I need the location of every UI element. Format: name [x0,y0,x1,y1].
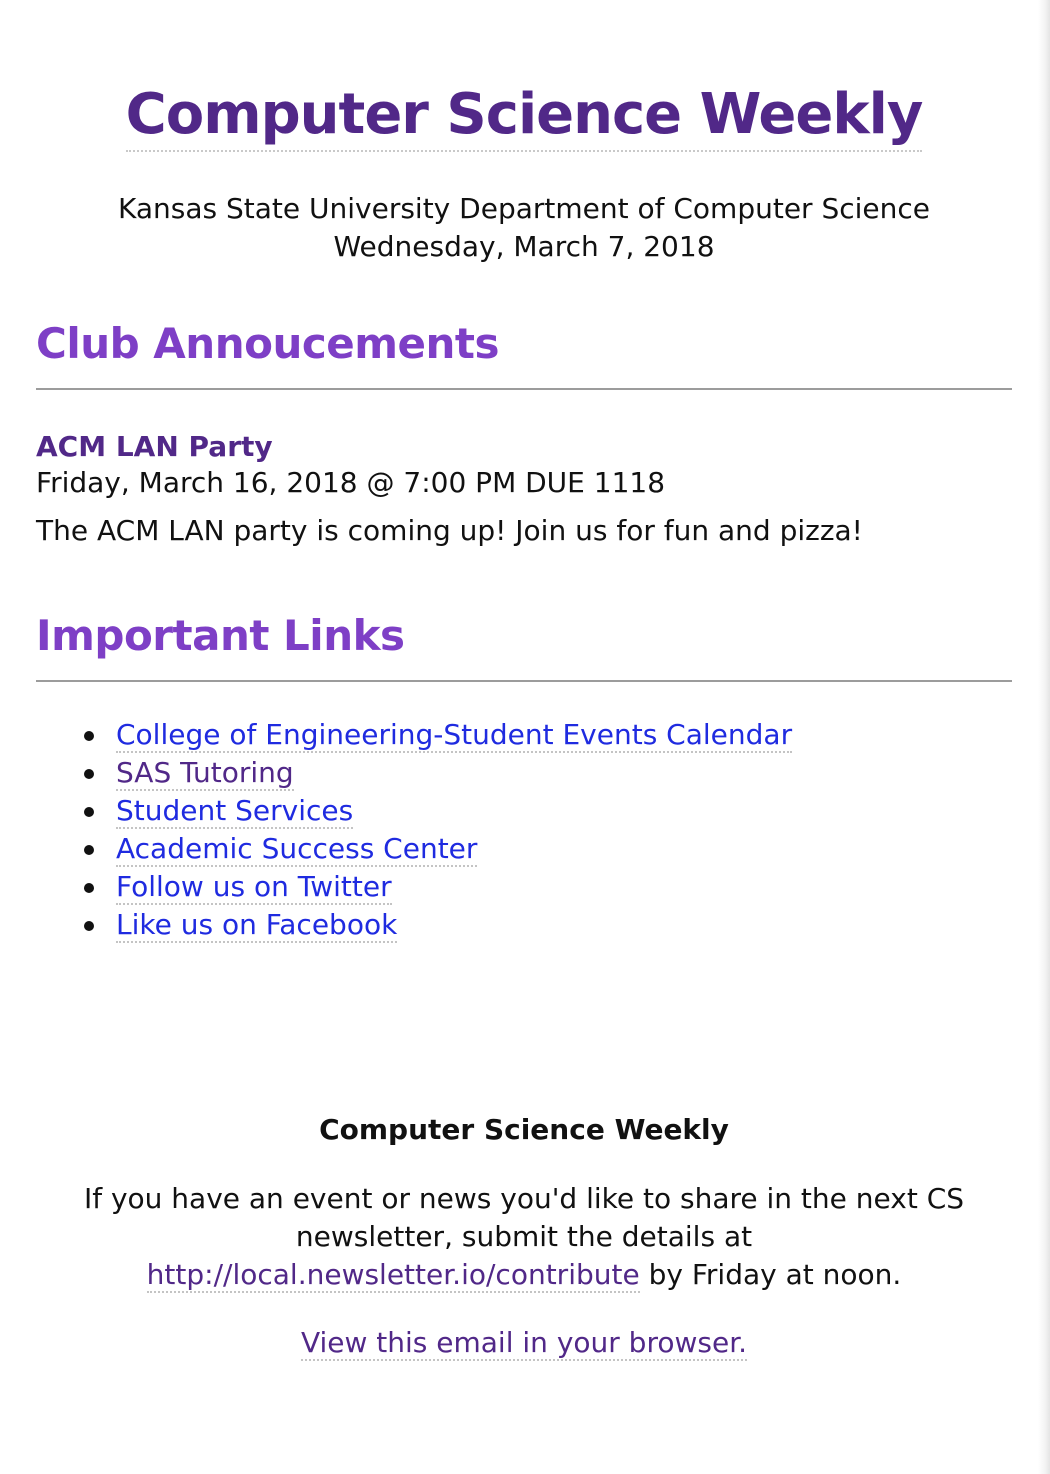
bullet-icon [84,883,94,893]
link-sas-tutoring[interactable]: SAS Tutoring [116,756,294,789]
link-list-item [116,830,1012,868]
footer-title: Computer Science Weekly [319,1113,729,1146]
section-divider [36,388,1012,390]
event-datetime: Friday, March 16, 2018 @ 7:00 PM DUE 1118 [36,466,666,499]
newsletter-content [36,0,1012,944]
link-list-item [116,792,1012,830]
masthead [36,0,1012,266]
footer-submission-text [74,1180,974,1294]
bullet-icon [84,769,94,779]
event-title: ACM LAN Party [36,430,273,463]
link-engineering-events-calendar[interactable]: College of Engineering-Student Events Calendar [116,718,793,751]
newsletter-title[interactable]: Computer Science Weekly [126,80,923,152]
bullet-icon [84,921,94,931]
footer-text-before: If you have an event or news you'd like to share in the next CS newsletter, submit the details at [83,1182,965,1253]
link-follow-twitter[interactable]: Follow us on Twitter [116,870,392,903]
bullet-icon [84,807,94,817]
event-description: The ACM LAN party is coming up! Join us for fun and pizza! [36,514,863,547]
page-edge-shadow [1038,0,1050,1474]
important-links-heading: Important Links [36,611,405,660]
bullet-icon [84,845,94,855]
section-divider [36,680,1012,682]
view-in-browser-row [36,1324,1012,1362]
issue-date: Wednesday, March 7, 2018 [333,230,715,263]
club-announcements-heading: Club Annoucements [36,319,499,368]
link-academic-success-center[interactable]: Academic Success Center [116,832,478,865]
newsletter-footer [36,1110,1012,1362]
important-links-list [36,716,1012,944]
footer-text-after: by Friday at noon. [639,1258,902,1291]
link-list-item [116,906,1012,944]
link-list-item [116,716,1012,754]
link-student-services[interactable]: Student Services [116,794,354,827]
department-name: Kansas State University Department of Computer Science [117,192,931,225]
link-list-item [116,868,1012,906]
bullet-icon [84,731,94,741]
view-in-browser-link[interactable]: View this email in your browser. [300,1326,748,1359]
link-list-item [116,754,1012,792]
link-like-facebook[interactable]: Like us on Facebook [116,908,398,941]
contribute-link[interactable]: http://local.newsletter.io/contribute [146,1258,640,1291]
